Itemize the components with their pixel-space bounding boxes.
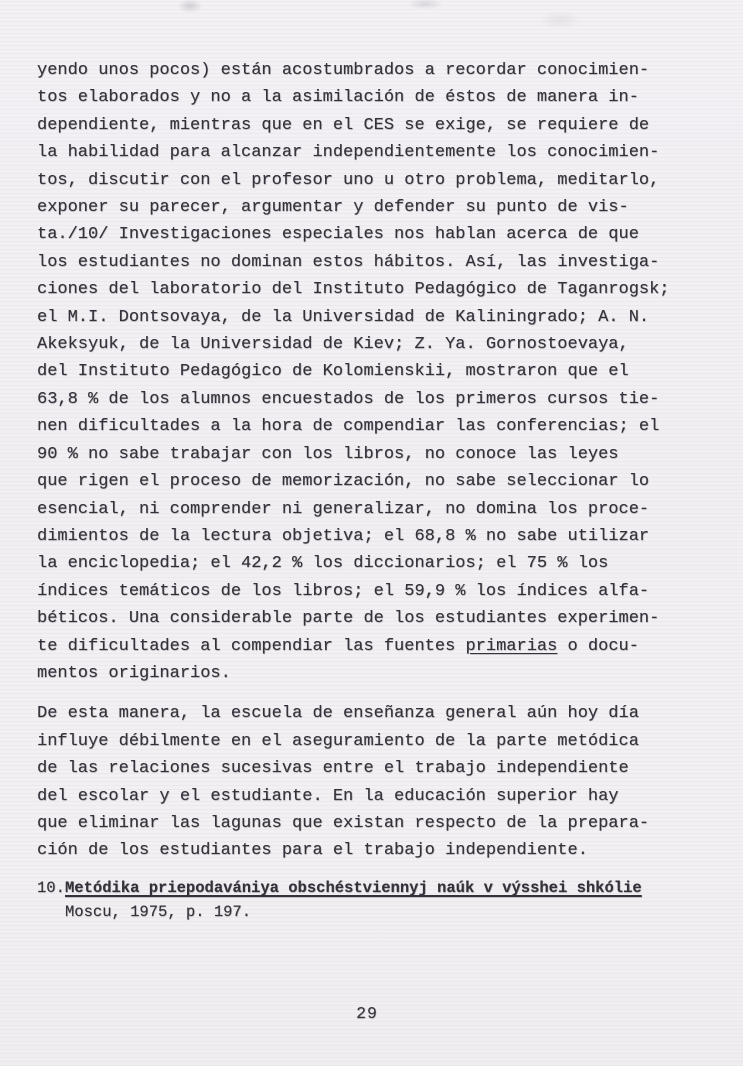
text-line: del Instituto Pedagógico de Kolomienskii, mostraron que el	[37, 362, 629, 382]
text-line: del escolar y el estudiante. En la educación superior hay	[37, 786, 619, 806]
text-line: la habilidad para alcanzar independientemente los conocimien-	[37, 143, 660, 163]
text-line: dependiente, mientras que en el CES se exige, se requiere de	[37, 115, 650, 135]
paragraphs-container	[37, 57, 713, 865]
text-line: el M.I. Dontsovaya, de la Universidad de Kaliningrado; A. N.	[37, 307, 650, 327]
text-line: que rigen el proceso de memorización, no sabe seleccionar lo	[37, 472, 650, 492]
text-line: los estudiantes no dominan estos hábitos. Así, las investiga-	[37, 252, 660, 272]
page-number: 29	[356, 1003, 378, 1023]
paragraph	[37, 57, 713, 687]
document-body	[37, 57, 713, 1027]
text-line: mentos originarios.	[37, 663, 231, 683]
text-line: influye débilmente en el aseguramiento de la parte metódica	[37, 731, 639, 751]
text-line: te dificultades al compendiar las fuentes primarias o docu-	[37, 636, 639, 656]
text-line: dimientos de la lectura objetiva; el 68,8 % no sabe utilizar	[37, 526, 650, 546]
footnote-body	[65, 876, 713, 924]
text-line: 63,8 % de los alumnos encuestados de los primeros cursos tie-	[37, 389, 660, 409]
text-line: que eliminar las lagunas que existan respecto de la prepara-	[37, 813, 650, 833]
footnote-marker: 10.	[37, 878, 65, 897]
footnote-publication: Moscu, 1975, p. 197.	[65, 902, 252, 921]
text-line: yendo unos pocos) están acostumbrados a recordar conocimien-	[37, 61, 650, 80]
paragraph	[37, 700, 713, 864]
text-line: tos, discutir con el profesor uno u otro problema, meditarlo,	[37, 170, 660, 190]
text-line: De esta manera, la escuela de enseñanza general aún hoy día	[37, 704, 639, 724]
text-line: exponer su parecer, argumentar y defender su punto de vis-	[37, 198, 629, 218]
text-line: esencial, ni comprender ni generalizar, no domina los proce-	[37, 499, 650, 519]
text-line: ciones del laboratorio del Instituto Pedagógico de Taganrogsk;	[37, 280, 670, 300]
text-line: béticos. Una considerable parte de los estudiantes experimen-	[37, 609, 660, 629]
footnote	[37, 876, 713, 924]
text-line: nen dificultades a la hora de compendiar las conferencias; el	[37, 417, 660, 437]
text-line: índices temáticos de los libros; el 59,9 % los índices alfa-	[37, 581, 650, 601]
text-line: Akeksyuk, de la Universidad de Kiev; Z. Ya. Gornostoevaya,	[37, 335, 629, 355]
text-line: 90 % no sabe trabajar con los libros, no conoce las leyes	[37, 444, 619, 464]
text-line: de las relaciones sucesivas entre el trabajo independiente	[37, 759, 629, 779]
text-line: tos elaborados y no a la asimilación de éstos de manera in-	[37, 88, 639, 108]
text-line: ción de los estudiantes para el trabajo independiente.	[37, 841, 588, 861]
footnote-citation: Metódika priepodavániya obschéstviennyj naúk v výsshei shkólie	[65, 878, 642, 897]
text-line: la enciclopedia; el 42,2 % los diccionarios; el 75 % los	[37, 554, 609, 574]
text-line: ta./10/ Investigaciones especiales nos hablan acerca de que	[37, 225, 639, 245]
